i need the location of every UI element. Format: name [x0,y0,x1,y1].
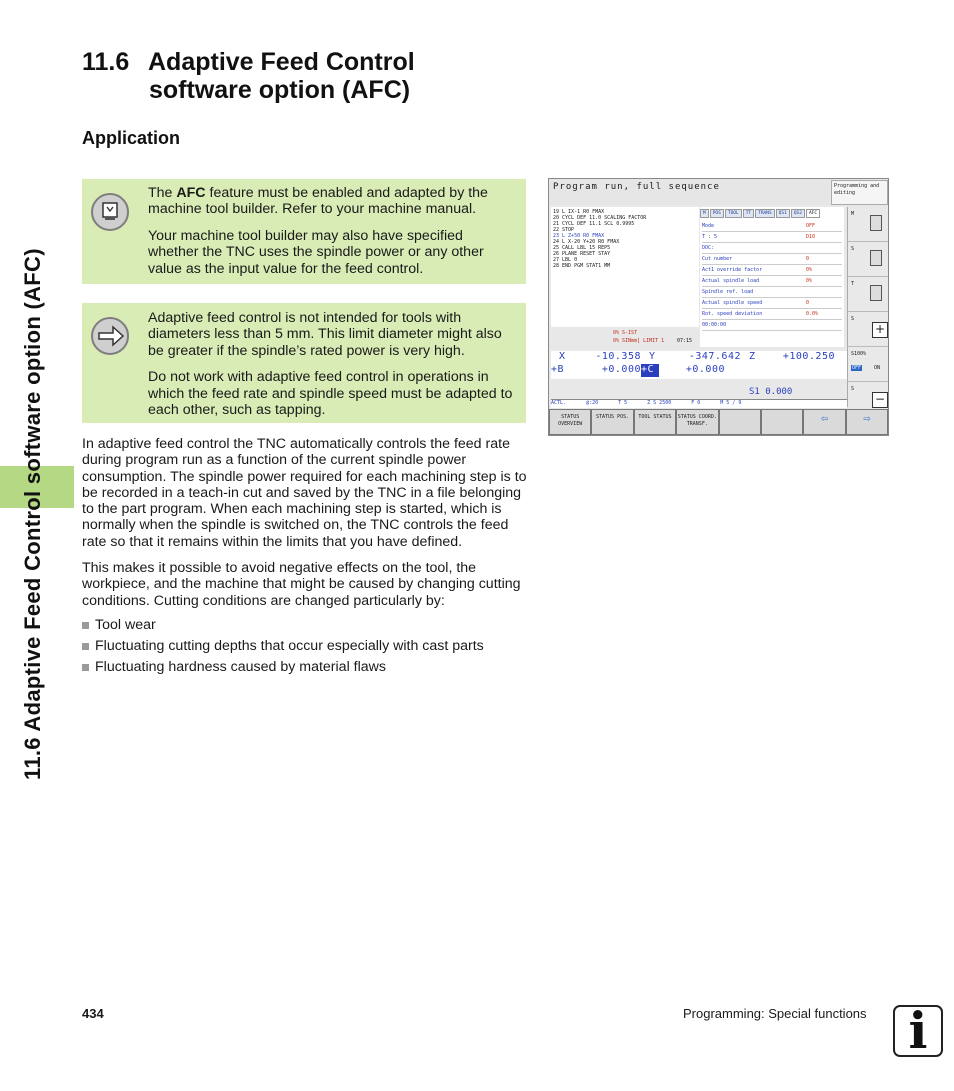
spindle-load-gauge: 0% S-IST 0% SINmm] LIMIT 1 07:15 [613,330,693,344]
info-icon: i [893,1005,943,1057]
machine-manual-icon [91,193,129,231]
note-machine-manual [82,179,526,284]
arrow-right-icon [91,317,129,355]
bullet-list [82,615,484,678]
afc-rows [702,221,842,331]
program-listing [551,207,699,327]
section-number: 11.6 [82,48,130,76]
note1-paragraph2: Your machine tool builder may also have specified whether the TNC uses the spindle power or any other value as the input value for the feed control. [148,227,484,277]
body-paragraph1: In adaptive feed control the TNC automatically controls the feed rate during program run as a function of the current spindle power consumption. The spindle power required for each machining step is to be recorded in a teach-in cut and saved by the TNC in a file belonging to the part program. When each machining step is started, which is normally when the spindle is switched on, the TNC controls the feed rate so that it remains within the limits that you have defined. [82,436,527,550]
machine-function-panel [847,207,889,407]
list-item: Fluctuating cutting depths that occur especially with cast parts [82,636,484,657]
rp-cell: S [848,242,889,277]
afc-row: T : 5 D10 [702,232,842,243]
program-line: 21 CYCL DEF 11.1 SCL 0.9995 [553,221,635,227]
spindle-readout: S1 0.000 [749,387,793,397]
bullet-square-icon [82,622,89,629]
plus-icon[interactable]: + [872,322,888,338]
tool-change-icon [870,285,882,301]
afc-row: Spindle ref. load [702,287,842,298]
page-title [82,48,415,104]
body-text [82,436,528,619]
mode-programming: Programming and editing [831,180,888,205]
rp-cell[interactable]: S100% OFF ON [848,347,889,382]
rp-cell[interactable]: S − [848,382,889,417]
title-line1: Adaptive Feed Control [148,48,415,76]
rp-cell[interactable]: S + [848,312,889,347]
afc-row: 00:00:00 [702,320,842,331]
program-line: 27 LBL 0 [553,257,578,263]
softkey-empty[interactable] [761,409,803,435]
program-line: 22 STOP [553,227,575,233]
afc-status-panel [700,207,844,347]
softkey-back-icon[interactable]: ⇦ [803,409,845,435]
softkey-empty[interactable] [719,409,761,435]
afc-row: Act1 override factor 0% [702,265,842,276]
bullet-square-icon [82,643,89,650]
softkey-bar [549,409,888,435]
softkey-coord-transf[interactable]: STATUS COORD. TRANSF. [676,409,718,435]
program-line: 24 L X-20 Y+20 R0 FMAX [553,239,620,245]
note-tip [82,303,526,423]
rp-cell: T [848,277,889,312]
tab-trans[interactable]: TRANS [755,209,775,218]
tab-m[interactable]: M [700,209,709,218]
position-row: +B +0.000 +C +0.000 [551,364,725,375]
tab-pos[interactable]: POS [710,209,724,218]
tool-icon [870,250,882,266]
position-row: X -10.358 Y -347.642 Z +100.250 [559,351,835,362]
tab-afc[interactable]: AFC [806,209,820,218]
tab-qs2[interactable]: QS2 [791,209,805,218]
tnc-screenshot [548,178,889,436]
program-line: 25 CALL LBL 15 REP5 [553,245,611,251]
side-title: 11.6 Adaptive Feed Control software option (AFC) [20,248,45,780]
softkey-status-overview[interactable]: STATUS OVERVIEW [549,409,591,435]
minus-icon[interactable]: − [872,392,888,408]
afc-row: DOC: [702,243,842,254]
afc-row: Mode OFF [702,221,842,232]
tab-tt[interactable]: TT [743,209,754,218]
afc-row: Cut number 0 [702,254,842,265]
list-item: Fluctuating hardness caused by material flaws [82,657,484,678]
body-paragraph2: This makes it possible to avoid negative effects on the tool, the workpiece, and the machine that might be caused by changing cutting conditions. Cutting conditions are changed particularly by: [82,560,521,609]
subheading: Application [82,128,180,148]
afc-row: Rot. speed deviation 0.0% [702,309,842,320]
afc-row: Actual spindle load 0% [702,276,842,287]
program-line: 23 L Z+50 R0 FMAX [553,233,605,239]
status-tabs [700,209,820,218]
softkey-status-pos[interactable]: STATUS POS. [591,409,633,435]
title-line2: software option (AFC) [149,76,411,104]
tab-qs1[interactable]: QS1 [776,209,790,218]
note2-paragraph1: Adaptive feed control is not intended for tools with diameters less than 5 mm. This limit diameter might also be greater if the spindle’s rated power is very high. [148,310,502,359]
list-item: Tool wear [82,615,484,636]
bullet-square-icon [82,664,89,671]
status-line: ACTL. @:20 T 5 Z S 2500 F 0 M 5 / 9 [551,399,847,408]
footer-section: Programming: Special functions [683,1006,867,1021]
softkey-tool-status[interactable]: TOOL STATUS [634,409,676,435]
note1-paragraph1: The AFC feature must be enabled and adapted by the machine tool builder. Refer to your machine manual. [148,185,488,218]
program-line: 20 CYCL DEF 11.0 SCALING FACTOR [553,215,647,221]
note2-paragraph2: Do not work with adaptive feed control in operations in which the feed rate and spindle speed must be adapted to each other, such as tapping. [148,369,513,419]
screen-title: Program run, full sequence [549,179,830,205]
position-display [551,351,847,379]
afc-row: Actual spindle speed 0 [702,298,842,309]
tab-tool[interactable]: TOOL [725,209,742,218]
spindle-icon [870,215,882,231]
program-line: 28 END PGM STAT1 MM [553,263,611,269]
page-number: 434 [82,1006,104,1021]
rp-cell: M [848,207,889,242]
softkey-forward-icon[interactable]: ⇨ [846,409,888,435]
program-line: 19 L IX-1 R0 FMAX [553,209,605,215]
program-line: 26 PLANE RESET STAY [553,251,611,257]
